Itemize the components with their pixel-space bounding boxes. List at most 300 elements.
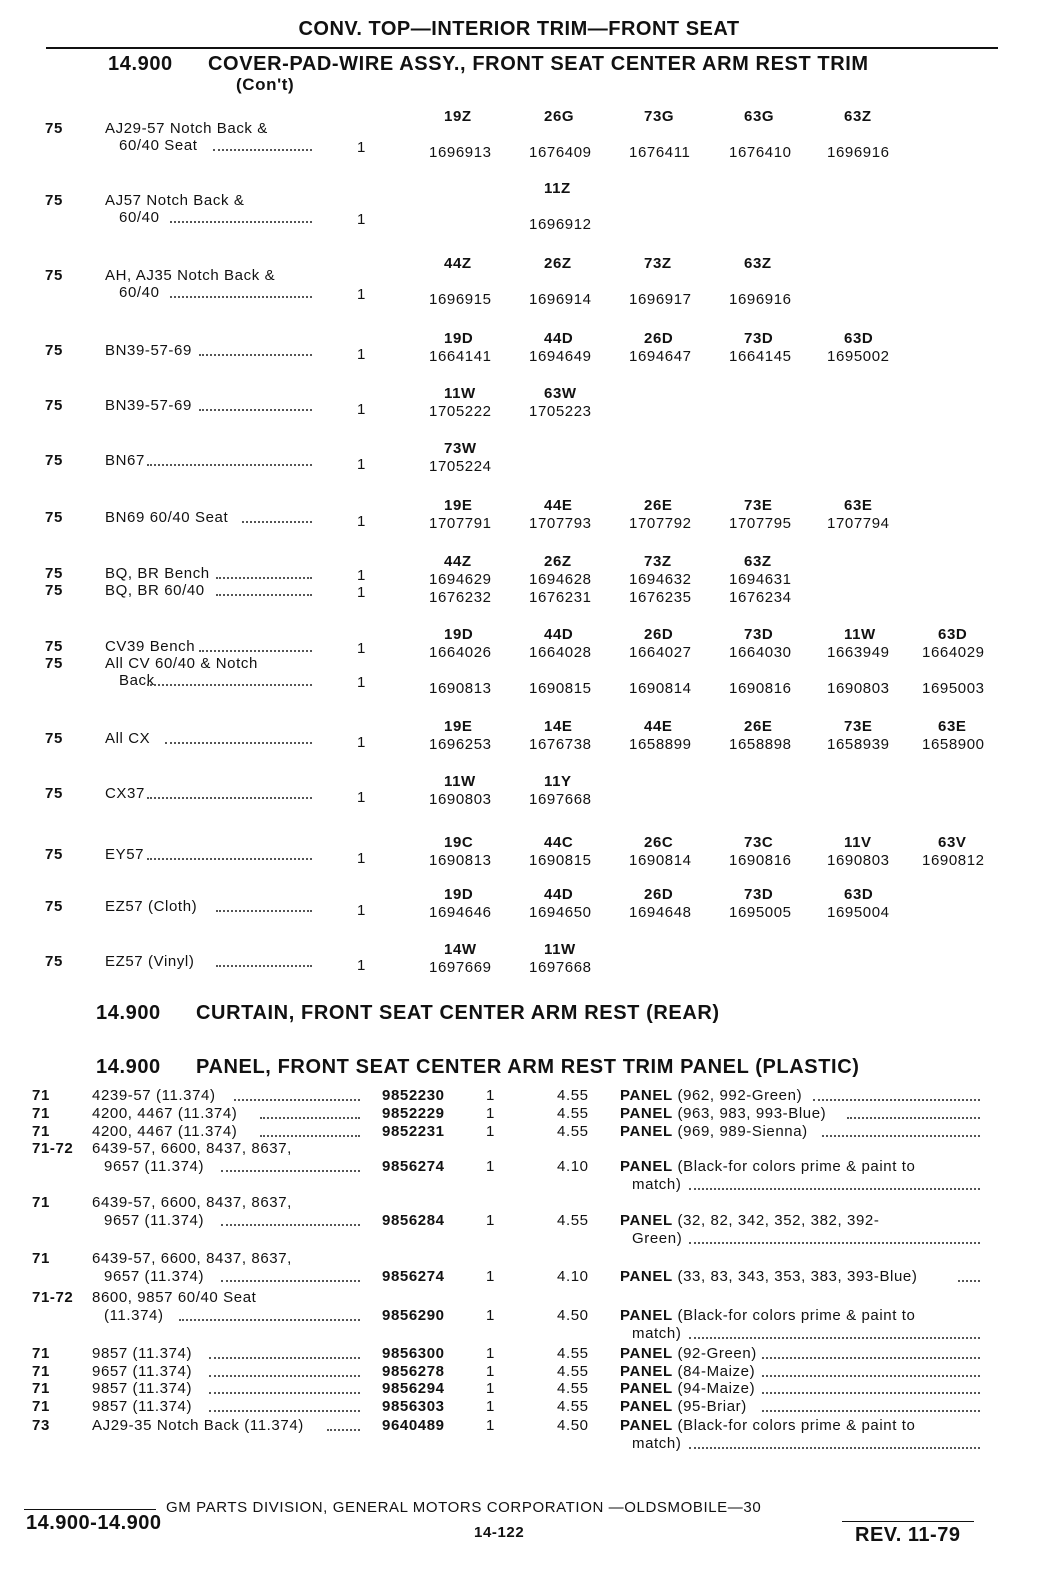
leader-dots bbox=[209, 1375, 360, 1377]
part-number: 9640489 bbox=[382, 1417, 445, 1434]
leader-dots bbox=[958, 1280, 981, 1282]
trim-code: 19C bbox=[444, 834, 474, 851]
part-number: 1697668 bbox=[529, 959, 592, 976]
part-number: 9852230 bbox=[382, 1087, 445, 1104]
quantity: 1 bbox=[357, 286, 366, 303]
part-number: 1676232 bbox=[429, 589, 492, 606]
part-number: 1696914 bbox=[529, 291, 592, 308]
part-number: 1696916 bbox=[827, 144, 890, 161]
model-year: 71 bbox=[32, 1398, 50, 1415]
quantity: 1 bbox=[357, 346, 366, 363]
model-year: 71 bbox=[32, 1363, 50, 1380]
model-year: 75 bbox=[45, 452, 63, 469]
model-description: 4239-57 (11.374) bbox=[92, 1087, 216, 1104]
trim-code: 11W bbox=[844, 626, 876, 643]
trim-code: 63Z bbox=[844, 108, 872, 125]
part-number: 1694650 bbox=[529, 904, 592, 921]
model-description: 9657 (11.374) bbox=[104, 1158, 205, 1175]
trim-code: 26E bbox=[644, 497, 673, 514]
model-year: 75 bbox=[45, 785, 63, 802]
leader-dots bbox=[762, 1392, 980, 1394]
list-price: 4.10 bbox=[557, 1268, 589, 1285]
quantity: 1 bbox=[486, 1123, 495, 1140]
model-year: 71 bbox=[32, 1123, 50, 1140]
model-year: 75 bbox=[45, 509, 63, 526]
leader-dots bbox=[199, 354, 312, 356]
quantity: 1 bbox=[357, 513, 366, 530]
quantity: 1 bbox=[357, 640, 366, 657]
panel-description: PANEL (94-Maize) bbox=[620, 1380, 756, 1397]
leader-dots bbox=[813, 1099, 980, 1101]
footer-rule-right bbox=[842, 1521, 974, 1522]
trim-code: 26D bbox=[644, 330, 674, 347]
part-number: 1690815 bbox=[529, 680, 592, 697]
panel-description: PANEL (963, 983, 993-Blue) bbox=[620, 1105, 827, 1122]
model-year: 71-72 bbox=[32, 1140, 74, 1157]
panel-description: PANEL (92-Green) bbox=[620, 1345, 757, 1362]
model-year: 75 bbox=[45, 655, 63, 672]
model-description: 4200, 4467 (11.374) bbox=[92, 1105, 238, 1122]
quantity: 1 bbox=[357, 674, 366, 691]
trim-code: 73C bbox=[744, 834, 774, 851]
quantity: 1 bbox=[357, 957, 366, 974]
model-year: 75 bbox=[45, 730, 63, 747]
leader-dots bbox=[216, 577, 312, 579]
model-description: 60/40 Seat bbox=[119, 137, 198, 154]
model-year: 75 bbox=[45, 898, 63, 915]
list-price: 4.50 bbox=[557, 1307, 589, 1324]
part-number: 1694631 bbox=[729, 571, 792, 588]
list-price: 4.55 bbox=[557, 1123, 589, 1140]
list-price: 4.55 bbox=[557, 1087, 589, 1104]
part-number: 1664026 bbox=[429, 644, 492, 661]
leader-dots bbox=[847, 1117, 980, 1119]
model-description: All CV 60/40 & Notch bbox=[105, 655, 258, 672]
panel-description: PANEL (33, 83, 343, 353, 383, 393-Blue) bbox=[620, 1268, 918, 1285]
part-number: 1694646 bbox=[429, 904, 492, 921]
part-number: 1707794 bbox=[827, 515, 890, 532]
trim-code: 19D bbox=[444, 886, 474, 903]
quantity: 1 bbox=[486, 1345, 495, 1362]
trim-code: 19Z bbox=[444, 108, 472, 125]
leader-dots bbox=[147, 797, 312, 799]
leader-dots bbox=[242, 521, 312, 523]
part-number: 1694649 bbox=[529, 348, 592, 365]
quantity: 1 bbox=[486, 1380, 495, 1397]
part-number: 1690813 bbox=[429, 852, 492, 869]
section-title: PANEL, FRONT SEAT CENTER ARM REST TRIM PANEL (PLASTIC) bbox=[196, 1056, 860, 1078]
list-price: 4.55 bbox=[557, 1105, 589, 1122]
model-description: 6439-57, 6600, 8437, 8637, bbox=[92, 1250, 292, 1267]
model-description: 4200, 4467 (11.374) bbox=[92, 1123, 238, 1140]
trim-code: 44E bbox=[644, 718, 673, 735]
trim-code: 44E bbox=[544, 497, 573, 514]
part-number: 1694628 bbox=[529, 571, 592, 588]
trim-code: 73D bbox=[744, 626, 774, 643]
panel-description: PANEL (962, 992-Green) bbox=[620, 1087, 803, 1104]
part-number: 1695003 bbox=[922, 680, 985, 697]
model-year: 71 bbox=[32, 1194, 50, 1211]
model-description: AH, AJ35 Notch Back & bbox=[105, 267, 276, 284]
model-year: 75 bbox=[45, 342, 63, 359]
part-number: 1694629 bbox=[429, 571, 492, 588]
list-price: 4.55 bbox=[557, 1398, 589, 1415]
trim-code: 44D bbox=[544, 330, 574, 347]
trim-code: 11W bbox=[544, 941, 576, 958]
model-description: BN39-57-69 bbox=[105, 397, 192, 414]
part-number: 1696915 bbox=[429, 291, 492, 308]
part-number: 1664029 bbox=[922, 644, 985, 661]
part-number: 9852231 bbox=[382, 1123, 445, 1140]
leader-dots bbox=[165, 742, 312, 744]
quantity: 1 bbox=[486, 1417, 495, 1434]
part-number: 1697669 bbox=[429, 959, 492, 976]
panel-description: PANEL (Black-for colors prime & paint to bbox=[620, 1307, 916, 1324]
trim-code: 73E bbox=[744, 497, 773, 514]
part-number: 1690803 bbox=[827, 852, 890, 869]
part-number: 1694632 bbox=[629, 571, 692, 588]
leader-dots bbox=[762, 1410, 980, 1412]
part-number: 1664030 bbox=[729, 644, 792, 661]
quantity: 1 bbox=[357, 734, 366, 751]
part-number: 9856300 bbox=[382, 1345, 445, 1362]
quantity: 1 bbox=[357, 139, 366, 156]
leader-dots bbox=[216, 910, 312, 912]
list-price: 4.55 bbox=[557, 1363, 589, 1380]
quantity: 1 bbox=[486, 1105, 495, 1122]
leader-dots bbox=[147, 858, 312, 860]
part-number: 1690814 bbox=[629, 680, 692, 697]
model-description: 60/40 bbox=[119, 284, 160, 301]
quantity: 1 bbox=[357, 902, 366, 919]
quantity: 1 bbox=[486, 1268, 495, 1285]
part-number: 1695004 bbox=[827, 904, 890, 921]
model-year: 71 bbox=[32, 1105, 50, 1122]
trim-code: 26C bbox=[644, 834, 674, 851]
model-description: EZ57 (Cloth) bbox=[105, 898, 198, 915]
trim-code: 63E bbox=[938, 718, 967, 735]
model-year: 71 bbox=[32, 1250, 50, 1267]
trim-code: 19D bbox=[444, 626, 474, 643]
section-title: COVER-PAD-WIRE ASSY., FRONT SEAT CENTER ARM REST TRIM bbox=[208, 53, 869, 75]
part-number: 1676234 bbox=[729, 589, 792, 606]
part-number: 1690816 bbox=[729, 852, 792, 869]
part-number: 1658900 bbox=[922, 736, 985, 753]
leader-dots bbox=[213, 149, 312, 151]
leader-dots bbox=[221, 1280, 360, 1282]
section-number: 14.900 bbox=[96, 1056, 161, 1078]
part-number: 1696916 bbox=[729, 291, 792, 308]
model-description: EZ57 (Vinyl) bbox=[105, 953, 195, 970]
trim-code: 63D bbox=[938, 626, 968, 643]
part-number: 1694648 bbox=[629, 904, 692, 921]
model-year: 71 bbox=[32, 1380, 50, 1397]
part-number: 1676738 bbox=[529, 736, 592, 753]
section-panel-heading bbox=[96, 1056, 860, 1079]
model-description: BN67 bbox=[105, 452, 145, 469]
quantity: 1 bbox=[486, 1087, 495, 1104]
part-number: 1690815 bbox=[529, 852, 592, 869]
panel-description: PANEL (Black-for colors prime & paint to bbox=[620, 1158, 916, 1175]
leader-dots bbox=[762, 1375, 980, 1377]
part-number: 1658898 bbox=[729, 736, 792, 753]
part-number: 1664141 bbox=[429, 348, 492, 365]
part-number: 1696912 bbox=[529, 216, 592, 233]
leader-dots bbox=[689, 1242, 980, 1244]
panel-description: PANEL (969, 989-Sienna) bbox=[620, 1123, 808, 1140]
model-year: 75 bbox=[45, 638, 63, 655]
part-number: 1695002 bbox=[827, 348, 890, 365]
trim-code: 63V bbox=[938, 834, 967, 851]
model-year: 71-72 bbox=[32, 1289, 74, 1306]
quantity: 1 bbox=[486, 1398, 495, 1415]
trim-code: 44Z bbox=[444, 553, 472, 570]
model-description: 9657 (11.374) bbox=[104, 1268, 205, 1285]
model-year: 75 bbox=[45, 267, 63, 284]
part-number: 1695005 bbox=[729, 904, 792, 921]
leader-dots bbox=[689, 1337, 980, 1339]
model-year: 71 bbox=[32, 1345, 50, 1362]
model-year: 75 bbox=[45, 397, 63, 414]
leader-dots bbox=[260, 1117, 360, 1119]
part-number: 1676231 bbox=[529, 589, 592, 606]
trim-code: 73Z bbox=[644, 553, 672, 570]
quantity: 1 bbox=[357, 211, 366, 228]
part-number: 1690803 bbox=[429, 791, 492, 808]
trim-code: 44D bbox=[544, 626, 574, 643]
section-number: 14.900 bbox=[96, 1002, 161, 1024]
leader-dots bbox=[216, 965, 312, 967]
trim-code: 63D bbox=[844, 886, 874, 903]
part-number: 1676235 bbox=[629, 589, 692, 606]
leader-dots bbox=[260, 1135, 360, 1137]
part-number: 1707795 bbox=[729, 515, 792, 532]
panel-description: Green) bbox=[632, 1230, 683, 1247]
trim-code: 73G bbox=[644, 108, 675, 125]
part-number: 1664027 bbox=[629, 644, 692, 661]
model-year: 75 bbox=[45, 192, 63, 209]
leader-dots bbox=[762, 1357, 980, 1359]
trim-code: 73Z bbox=[644, 255, 672, 272]
header-rule bbox=[46, 47, 998, 49]
trim-code: 73D bbox=[744, 330, 774, 347]
trim-code: 44D bbox=[544, 886, 574, 903]
model-year: 75 bbox=[45, 953, 63, 970]
model-year: 73 bbox=[32, 1417, 50, 1434]
part-number: 9856294 bbox=[382, 1380, 445, 1397]
section-number: 14.900 bbox=[108, 53, 173, 75]
leader-dots bbox=[216, 594, 312, 596]
leader-dots bbox=[689, 1188, 980, 1190]
panel-description: PANEL (32, 82, 342, 352, 382, 392- bbox=[620, 1212, 880, 1229]
list-price: 4.50 bbox=[557, 1417, 589, 1434]
trim-code: 63Z bbox=[744, 553, 772, 570]
model-description: CX37 bbox=[105, 785, 145, 802]
trim-code: 63E bbox=[844, 497, 873, 514]
trim-code: 26D bbox=[644, 626, 674, 643]
panel-description: PANEL (84-Maize) bbox=[620, 1363, 756, 1380]
trim-code: 14W bbox=[444, 941, 477, 958]
list-price: 4.55 bbox=[557, 1380, 589, 1397]
quantity: 1 bbox=[357, 789, 366, 806]
footer-revision: REV. 11-79 bbox=[855, 1524, 961, 1546]
leader-dots bbox=[209, 1357, 360, 1359]
part-number: 1705224 bbox=[429, 458, 492, 475]
model-description: 9857 (11.374) bbox=[92, 1398, 193, 1415]
panel-description: match) bbox=[632, 1176, 682, 1193]
trim-code: 73W bbox=[444, 440, 477, 457]
model-description: AJ29-57 Notch Back & bbox=[105, 120, 268, 137]
part-number: 1658899 bbox=[629, 736, 692, 753]
model-year: 75 bbox=[45, 582, 63, 599]
trim-code: 19D bbox=[444, 330, 474, 347]
leader-dots bbox=[234, 1099, 360, 1101]
section-cover-pad-heading bbox=[108, 53, 869, 76]
part-number: 9852229 bbox=[382, 1105, 445, 1122]
part-number: 1707793 bbox=[529, 515, 592, 532]
leader-dots bbox=[689, 1447, 980, 1449]
model-description: BQ, BR Bench bbox=[105, 565, 210, 582]
quantity: 1 bbox=[357, 567, 366, 584]
trim-code: 11Z bbox=[544, 180, 571, 197]
part-number: 1676409 bbox=[529, 144, 592, 161]
trim-code: 11Y bbox=[544, 773, 572, 790]
trim-code: 44C bbox=[544, 834, 574, 851]
part-number: 1690816 bbox=[729, 680, 792, 697]
model-description: EY57 bbox=[105, 846, 145, 863]
model-year: 75 bbox=[45, 120, 63, 137]
model-description: Back bbox=[119, 672, 155, 689]
section-curtain-heading bbox=[96, 1002, 720, 1025]
leader-dots bbox=[822, 1135, 981, 1137]
model-year: 75 bbox=[45, 565, 63, 582]
trim-code: 63W bbox=[544, 385, 577, 402]
part-number: 1707792 bbox=[629, 515, 692, 532]
part-number: 1663949 bbox=[827, 644, 890, 661]
part-number: 1676410 bbox=[729, 144, 792, 161]
part-number: 1658939 bbox=[827, 736, 890, 753]
model-description: 6439-57, 6600, 8437, 8637, bbox=[92, 1140, 292, 1157]
model-description: BN39-57-69 bbox=[105, 342, 192, 359]
trim-code: 19E bbox=[444, 497, 473, 514]
trim-code: 63D bbox=[844, 330, 874, 347]
section-title: CURTAIN, FRONT SEAT CENTER ARM REST (REAR) bbox=[196, 1002, 720, 1024]
trim-code: 19E bbox=[444, 718, 473, 735]
part-number: 1690803 bbox=[827, 680, 890, 697]
part-number: 1696913 bbox=[429, 144, 492, 161]
part-number: 1664145 bbox=[729, 348, 792, 365]
panel-description: match) bbox=[632, 1325, 682, 1342]
part-number: 9856274 bbox=[382, 1268, 445, 1285]
leader-dots bbox=[147, 464, 312, 466]
trim-code: 26D bbox=[644, 886, 674, 903]
panel-description: match) bbox=[632, 1435, 682, 1452]
model-description: 8600, 9857 60/40 Seat bbox=[92, 1289, 257, 1306]
leader-dots bbox=[209, 1392, 360, 1394]
trim-code: 73D bbox=[744, 886, 774, 903]
trim-code: 11V bbox=[844, 834, 872, 851]
quantity: 1 bbox=[357, 456, 366, 473]
model-year: 71 bbox=[32, 1087, 50, 1104]
model-year: 75 bbox=[45, 846, 63, 863]
quantity: 1 bbox=[357, 401, 366, 418]
model-description: (11.374) bbox=[104, 1307, 164, 1324]
leader-dots bbox=[221, 1224, 360, 1226]
model-description: 9657 (11.374) bbox=[92, 1363, 193, 1380]
part-number: 9856303 bbox=[382, 1398, 445, 1415]
part-number: 9856278 bbox=[382, 1363, 445, 1380]
part-number: 1705222 bbox=[429, 403, 492, 420]
leader-dots bbox=[199, 650, 312, 652]
part-number: 1707791 bbox=[429, 515, 492, 532]
trim-code: 26E bbox=[744, 718, 773, 735]
model-description: AJ29-35 Notch Back (11.374) bbox=[92, 1417, 304, 1434]
footer-rule-left bbox=[24, 1509, 156, 1510]
quantity: 1 bbox=[486, 1363, 495, 1380]
leader-dots bbox=[327, 1429, 360, 1431]
leader-dots bbox=[209, 1410, 360, 1412]
trim-code: 11W bbox=[444, 773, 476, 790]
trim-code: 73E bbox=[844, 718, 873, 735]
list-price: 4.10 bbox=[557, 1158, 589, 1175]
quantity: 1 bbox=[357, 850, 366, 867]
quantity: 1 bbox=[486, 1158, 495, 1175]
footer-division: GM PARTS DIVISION, GENERAL MOTORS CORPORATION —OLDSMOBILE—30 bbox=[166, 1499, 762, 1516]
model-description: BN69 60/40 Seat bbox=[105, 509, 229, 526]
part-number: 1696917 bbox=[629, 291, 692, 308]
trim-code: 11W bbox=[444, 385, 476, 402]
trim-code: 63G bbox=[744, 108, 775, 125]
leader-dots bbox=[170, 221, 312, 223]
panel-description: PANEL (Black-for colors prime & paint to bbox=[620, 1417, 916, 1434]
footer-page-number: 14-122 bbox=[474, 1524, 525, 1541]
model-description: 6439-57, 6600, 8437, 8637, bbox=[92, 1194, 292, 1211]
part-number: 1690812 bbox=[922, 852, 985, 869]
part-number: 1697668 bbox=[529, 791, 592, 808]
quantity: 1 bbox=[486, 1212, 495, 1229]
model-description: 9857 (11.374) bbox=[92, 1345, 193, 1362]
model-description: 9657 (11.374) bbox=[104, 1212, 205, 1229]
part-number: 9856284 bbox=[382, 1212, 445, 1229]
part-number: 1676411 bbox=[629, 144, 691, 161]
leader-dots bbox=[147, 684, 312, 686]
list-price: 4.55 bbox=[557, 1345, 589, 1362]
page-header-title: CONV. TOP—INTERIOR TRIM—FRONT SEAT bbox=[298, 18, 740, 40]
leader-dots bbox=[179, 1319, 360, 1321]
trim-code: 14E bbox=[544, 718, 573, 735]
section-subtitle: (Con't) bbox=[236, 75, 295, 94]
part-number: 1690813 bbox=[429, 680, 492, 697]
model-description: 60/40 bbox=[119, 209, 160, 226]
leader-dots bbox=[170, 296, 312, 298]
quantity: 1 bbox=[357, 584, 366, 601]
quantity: 1 bbox=[486, 1307, 495, 1324]
part-number: 1664028 bbox=[529, 644, 592, 661]
footer-range: 14.900-14.900 bbox=[26, 1512, 162, 1534]
model-description: CV39 Bench bbox=[105, 638, 196, 655]
part-number: 1705223 bbox=[529, 403, 592, 420]
trim-code: 26G bbox=[544, 108, 575, 125]
model-description: BQ, BR 60/40 bbox=[105, 582, 205, 599]
list-price: 4.55 bbox=[557, 1212, 589, 1229]
part-number: 1696253 bbox=[429, 736, 492, 753]
part-number: 1694647 bbox=[629, 348, 692, 365]
leader-dots bbox=[221, 1170, 360, 1172]
part-number: 9856274 bbox=[382, 1158, 445, 1175]
part-number: 1690814 bbox=[629, 852, 692, 869]
model-description: AJ57 Notch Back & bbox=[105, 192, 245, 209]
leader-dots bbox=[199, 409, 312, 411]
